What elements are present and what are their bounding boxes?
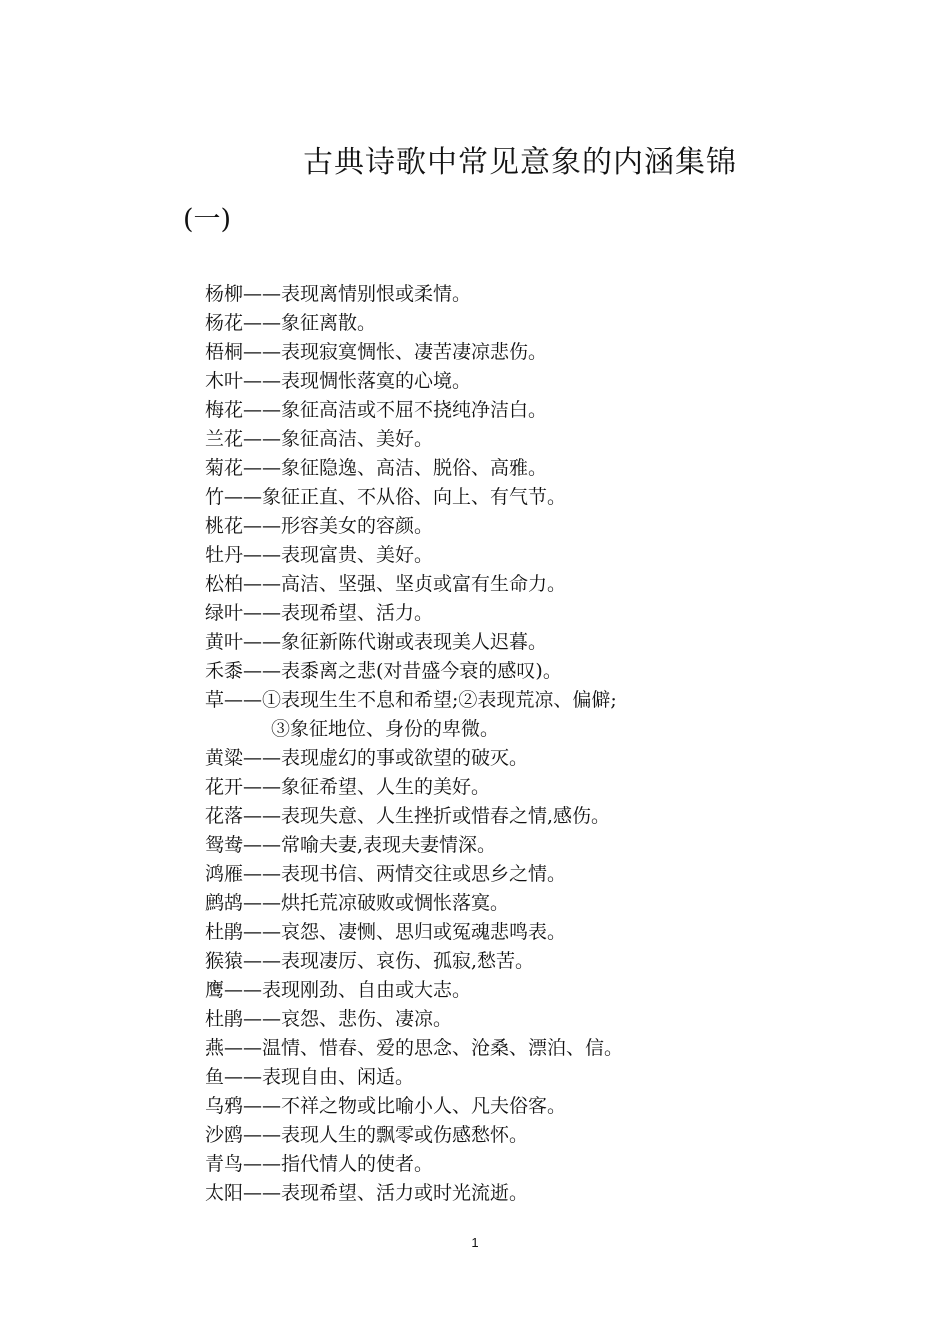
list-item: 沙鸥——表现人生的飘零或伤感愁怀。 [205,1124,529,1146]
document-title: 古典诗歌中常见意象的内涵集锦 [303,145,737,180]
list-item: 木叶——表现惆怅落寞的心境。 [205,370,472,392]
list-item: 牡丹——表现富贵、美好。 [205,544,434,566]
list-item: 青鸟——指代情人的使者。 [205,1153,434,1175]
list-item: 菊花——象征隐逸、高洁、脱俗、高雅。 [205,457,548,479]
list-item: 松柏——高洁、坚强、坚贞或富有生命力。 [205,573,567,595]
list-item: 黄叶——象征新陈代谢或表现美人迟暮。 [205,631,548,653]
list-item: 太阳——表现希望、活力或时光流逝。 [205,1182,529,1204]
list-item: 禾黍——表黍离之悲(对昔盛今衰的感叹)。 [205,660,562,682]
list-item: 乌鸦——不祥之物或比喻小人、凡夫俗客。 [205,1095,567,1117]
list-item: 鸳鸯——常喻夫妻,表现夫妻情深。 [205,834,497,856]
list-item: 鸿雁——表现书信、两情交往或思乡之情。 [205,863,567,885]
list-item: 鹰——表现刚劲、自由或大志。 [205,979,472,1001]
list-item: 兰花——象征高洁、美好。 [205,428,434,450]
list-item: 花落——表现失意、人生挫折或惜春之情,感伤。 [205,805,611,827]
list-item: 草——①表现生生不息和希望;②表现荒凉、偏僻; [205,689,617,711]
list-item-continuation: ③象征地位、身份的卑微。 [271,718,500,740]
list-item: 梅花——象征高洁或不屈不挠纯净洁白。 [205,399,548,421]
list-item: 花开——象征希望、人生的美好。 [205,776,491,798]
list-item: 猴猿——表现凄厉、哀伤、孤寂,愁苦。 [205,950,535,972]
list-item: 杜鹃——哀怨、悲伤、凄凉。 [205,1008,453,1030]
list-item: 鹧鸪——烘托荒凉破败或惆怅落寞。 [205,892,510,914]
list-item: 燕——温情、惜春、爱的思念、沧桑、漂泊、信。 [205,1037,624,1059]
list-item: 杨花——象征离散。 [205,312,377,334]
list-item: 梧桐——表现寂寞惆怅、凄苦凄凉悲伤。 [205,341,548,363]
list-item: 杜鹃——哀怨、凄恻、思归或冤魂悲鸣表。 [205,921,567,943]
list-item: 杨柳——表现离情别恨或柔情。 [205,283,472,305]
page-number: 1 [471,1235,479,1250]
list-item: 绿叶——表现希望、活力。 [205,602,434,624]
list-item: 黄粱——表现虚幻的事或欲望的破灭。 [205,747,529,769]
imagery-list [205,280,845,1208]
list-item: 鱼——表现自由、闲适。 [205,1066,415,1088]
list-item: 竹——象征正直、不从俗、向上、有气节。 [205,486,567,508]
section-heading: (一) [183,204,232,235]
list-item: 桃花——形容美女的容颜。 [205,515,434,537]
